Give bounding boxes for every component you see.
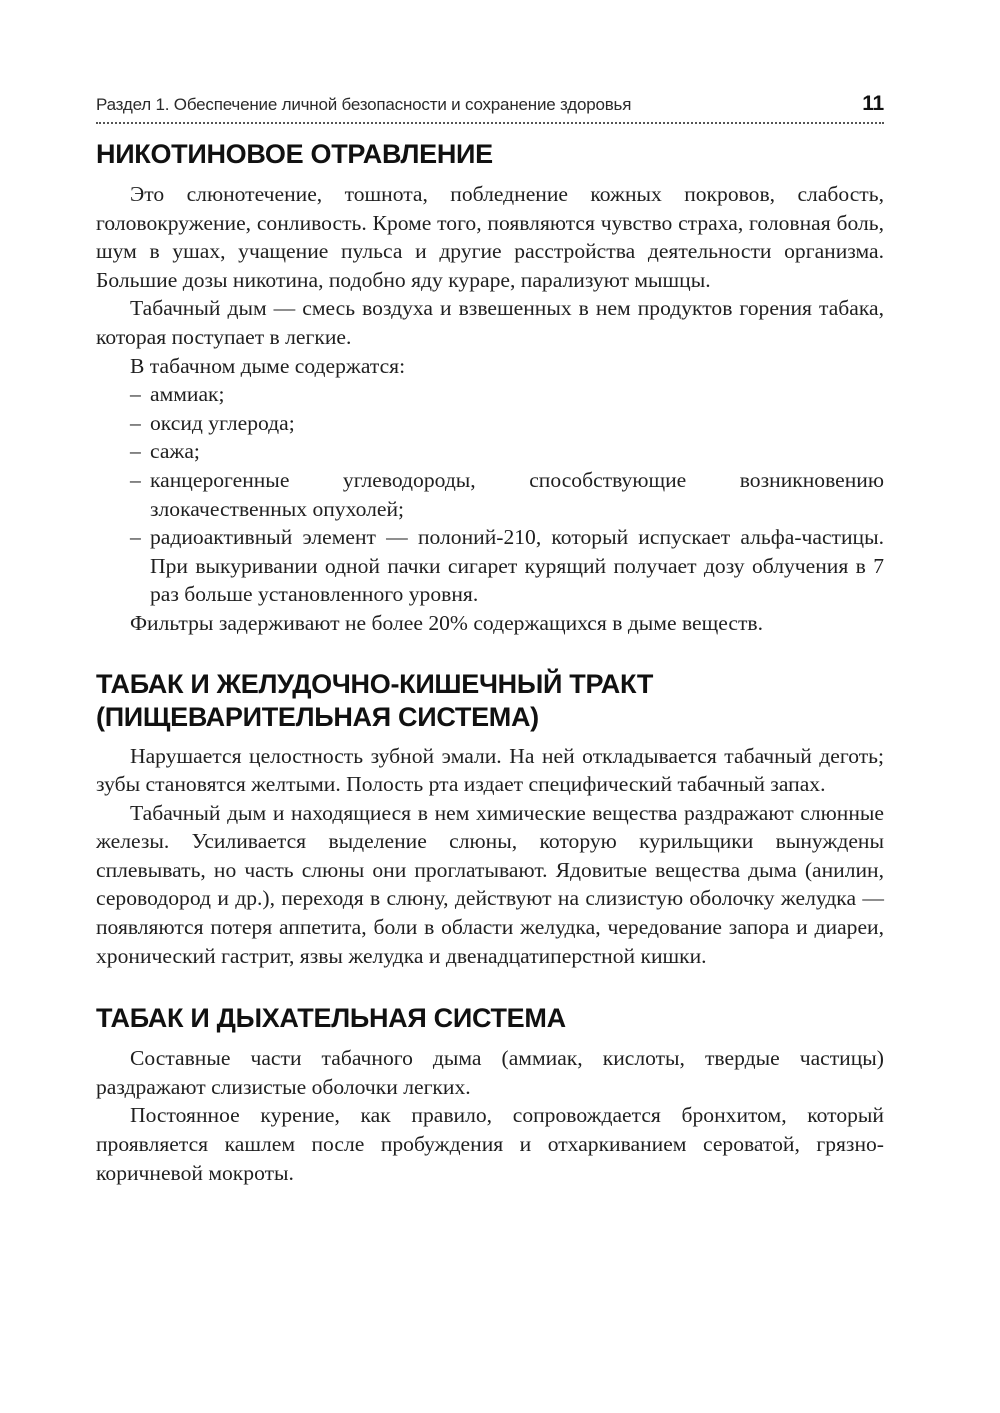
list-item bbox=[130, 523, 884, 609]
section-digestive-system bbox=[96, 668, 884, 971]
page-number: 11 bbox=[862, 92, 884, 115]
dash-marker: – bbox=[130, 525, 141, 550]
paragraph: Табачный дым — смесь воздуха и взвешенных в нем продуктов горения табака, которая поступает в легкие. bbox=[96, 296, 884, 349]
list-item bbox=[130, 409, 884, 438]
list-item-text: оксид углерода; bbox=[150, 410, 295, 435]
dash-marker: – bbox=[130, 467, 141, 492]
book-page bbox=[96, 92, 884, 1187]
smoke-components-list bbox=[96, 380, 884, 609]
paragraph: Это слюнотечение, тошнота, побледнение кожных покровов, слабость, головокружение, сонливость. Кроме того, появляются чувство страха, головная боль, шум в ушах, учащение пульса и другие расстройства деятельности организма. Большие дозы никотина, подобно яду кураре, парализуют мышцы. bbox=[96, 182, 884, 292]
dash-marker: – bbox=[130, 439, 141, 464]
list-item-text: сажа; bbox=[150, 439, 200, 464]
dash-marker: – bbox=[130, 382, 141, 407]
section-heading bbox=[96, 668, 884, 734]
paragraph: В табачном дыме содержатся: bbox=[130, 353, 406, 378]
section-heading bbox=[96, 138, 884, 171]
paragraph: Фильтры задерживают не более 20% содержащихся в дыме веществ. bbox=[130, 610, 763, 635]
paragraph: Составные части табачного дыма (аммиак, кислоты, твердые частицы) раздражают слизистые оболочки легких. bbox=[96, 1046, 884, 1099]
heading-line: (ПИЩЕВАРИТЕЛЬНАЯ СИСТЕМА) bbox=[96, 701, 539, 732]
section-respiratory-system bbox=[96, 1002, 884, 1187]
list-item-text: радиоактивный элемент — полоний-210, который испускает альфа-частицы. При выкуривании одной пачки сигарет курящий получает дозу облучения в 7 раз больше установленного уровня. bbox=[150, 525, 884, 607]
heading-line: НИКОТИНОВОЕ ОТРАВЛЕНИЕ bbox=[96, 139, 493, 169]
heading-line: ТАБАК И ДЫХАТЕЛЬНАЯ СИСТЕМА bbox=[96, 1003, 566, 1034]
paragraph: Постоянное курение, как правило, сопровождается бронхитом, который проявляется кашлем после пробуждения и отхаркиванием сероватой, грязно-коричневой мокроты. bbox=[96, 1103, 884, 1185]
list-item bbox=[130, 380, 884, 409]
list-item bbox=[130, 437, 884, 466]
list-item bbox=[130, 466, 884, 523]
section-heading bbox=[96, 1002, 884, 1035]
running-header bbox=[96, 92, 884, 124]
paragraph: Нарушается целостность зубной эмали. На ней откладывается табачный деготь; зубы становятся желтыми. Полость рта издает специфический табачный запах. bbox=[96, 743, 884, 797]
list-item-text: аммиак; bbox=[150, 382, 225, 407]
running-header-title: Раздел 1. Обеспечение личной безопасности и сохранение здоровья bbox=[96, 95, 632, 114]
list-item-text: канцерогенные углеводороды, способствующие возникновению злокачественных опухолей; bbox=[150, 467, 884, 521]
dash-marker: – bbox=[130, 410, 141, 435]
heading-line: ТАБАК И ЖЕЛУДОЧНО-КИШЕЧНЫЙ ТРАКТ bbox=[96, 668, 654, 699]
section-nicotine-poisoning bbox=[96, 138, 884, 638]
paragraph: Табачный дым и находящиеся в нем химические вещества раздражают слюнные железы. Усиливается выделение слюны, которую курильщики вынуждены сплевывать, но часть слюны они проглатывают. Ядовитые вещества дыма (анилин, сероводород и др.), переходя в слюну, действуют на слизистую оболочку желудка — появляются потеря аппетита, боли в области желудка, чередование запора и диареи, хронический гастрит, язвы желудка и двенадцатиперстной кишки. bbox=[96, 800, 884, 968]
